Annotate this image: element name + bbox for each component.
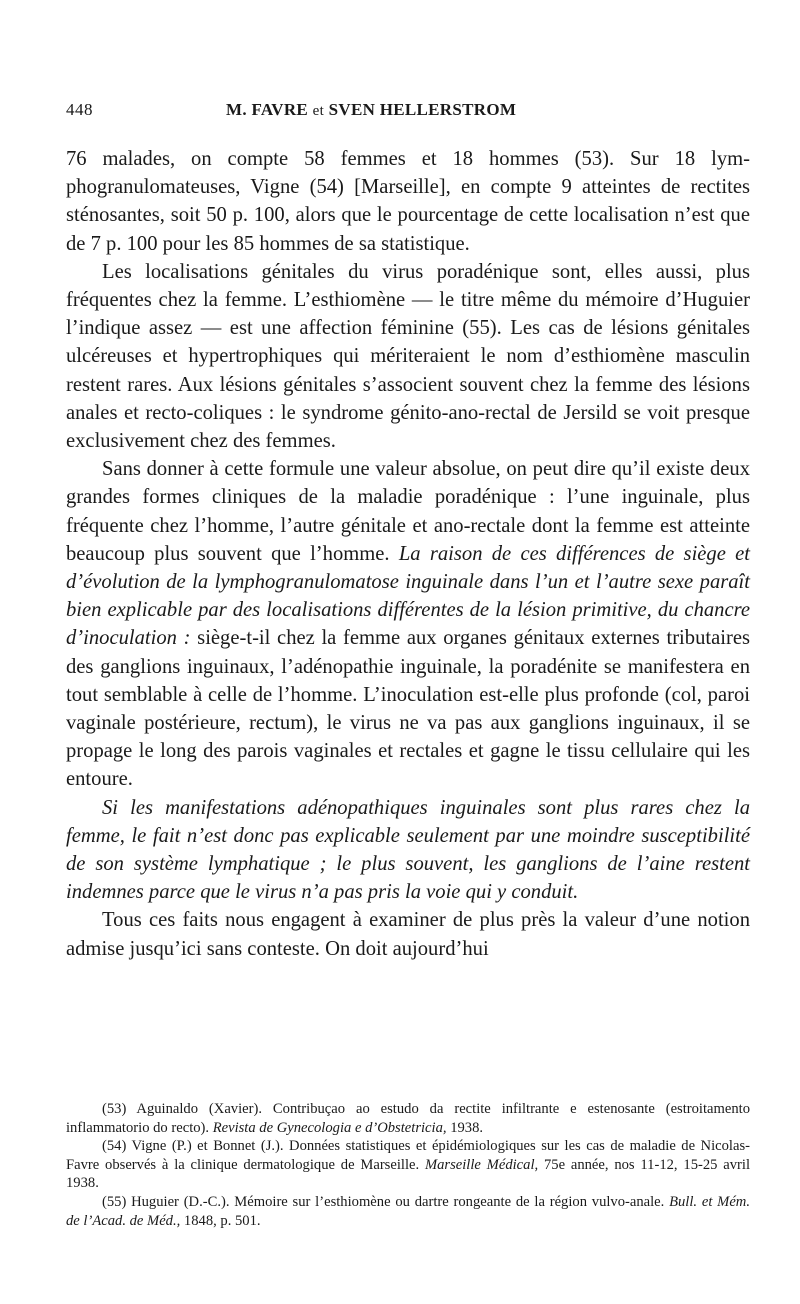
footnote-source: Marseille Médical, bbox=[424, 1156, 539, 1173]
paragraph-3 bbox=[66, 455, 750, 793]
paragraph-1: 76 malades, on compte 58 femmes et 18 hommes (53). Sur 18 lymphogranulomateuses, Vigne (54) [Marseille], en compte 9 atteintes de rectites sténosantes, soit 50 p. 100, alors que le pourcentage de cette localisation n’est que de 7 p. 100 pour les 85 hommes de sa statistique. bbox=[66, 148, 750, 255]
author-2: SVEN HELLERSTROM bbox=[328, 100, 517, 119]
paragraph-3-end: siège-t-il chez la femme aux organes génitaux externes tributaires des ganglions inguinaux, l’adénopathie inguinale, la poradénite se manifestera en tout semblable à celle de l’homme. L’inoculation est-elle plus profonde (col, paroi vaginale postérieure, rectum), le virus ne va pas aux ganglions inguinaux, il se propage le long des parois vaginales et rectales et gagne le tissu cellulaire qui les entoure. bbox=[66, 627, 750, 791]
footnote-53 bbox=[66, 1100, 750, 1137]
paragraph-4: Si les manifestations adénopathiques inguinales sont plus rares chez la femme, le fait n’est donc pas explicable seulement par une moindre susceptibilité de son système lymphatique ; le plus souvent, les ganglions de l’aine restent indemnes parce que le virus n’a pas pris la voie qui y conduit. bbox=[66, 796, 750, 904]
paragraph-2: Les localisations génitales du virus poradénique sont, elles aussi, plus fréquentes chez la femme. L’esthiomène — le titre même du mémoire d’Huguier l’indique assez — est une affection féminine (55). Les cas de lésions génitales ulcéreuses et hypertrophiques qui mériteraient le nom d’esthiomène masculin restent rares. Aux lésions génitales s’associent souvent chez la femme des lésions anales et recto-coliques : le syndrome génito-ano-rectal de Jersild se voit presque exclusivement chez des femmes. bbox=[66, 260, 750, 453]
page-header bbox=[66, 100, 750, 126]
footnote-55 bbox=[66, 1193, 750, 1230]
paragraph-3-italic: La raison de ces différences de siège et d’évolution de la lymphogranulomatose inguinale dans l’un et l’autre sexe paraît bien explicable par des localisations différentes de la lésion primitive, du chancre d’inoculation : bbox=[66, 542, 750, 650]
footnote-text: (54) Vigne (P.) et Bonnet (J.). Données statistiques et épidémiologiques sur les cas de maladie de Nicolas-Favre observés à la clinique dermatologique de Marseille. bbox=[66, 1138, 750, 1173]
running-head bbox=[226, 100, 516, 120]
footnote-tail: 75e année, nos 11-12, 15-25 avril 1938. bbox=[66, 1156, 750, 1192]
author-conjunction: et bbox=[312, 103, 325, 119]
paragraph-3-start: Sans donner à cette formule une valeur absolue, on peut dire qu’il existe deux grandes formes cliniques de la maladie poradénique : l’une inguinale, plus fréquente chez l’homme, l’autre génitale et ano-rectale dont la femme est atteinte beaucoup plus souvent que l’homme. bbox=[66, 458, 750, 565]
footnotes bbox=[66, 1100, 750, 1230]
footnote-text: (55) Huguier (D.-C.). Mémoire sur l’esthiomène ou dartre rongeante de la région vulvo-anale. bbox=[102, 1193, 670, 1210]
footnote-54 bbox=[66, 1137, 750, 1193]
footnote-source: Bull. et Mém. de l’Acad. de Méd., bbox=[66, 1193, 750, 1229]
footnote-tail: 1848, p. 501. bbox=[180, 1212, 261, 1229]
document-page bbox=[66, 0, 750, 1304]
paragraph-5: Tous ces faits nous engagent à examiner de plus près la valeur d’une notion admise jusqu’ici sans conteste. On doit aujourd’hui bbox=[66, 909, 750, 960]
body-text bbox=[66, 145, 750, 963]
page-number: 448 bbox=[66, 100, 93, 119]
footnote-tail: 1938. bbox=[446, 1119, 484, 1136]
footnote-text: (53) Aguinaldo (Xavier). Contribuçao ao estudo da rectite infiltrante e estenosante (estroitamento inflammatorio do recto). bbox=[66, 1101, 750, 1136]
author-1: M. FAVRE bbox=[226, 100, 309, 119]
footnote-source: Revista de Gynecologia e d’Obstetricia, bbox=[212, 1119, 447, 1136]
